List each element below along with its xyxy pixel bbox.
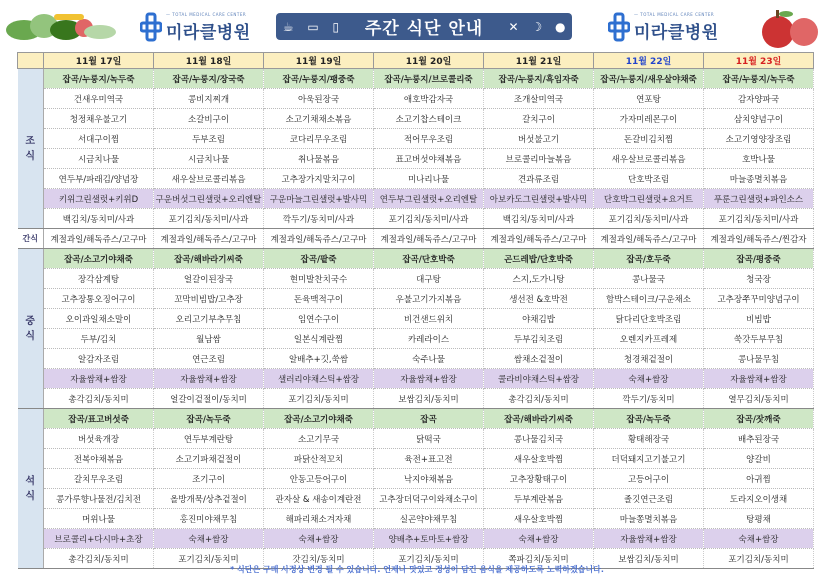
menu-cell: 계절과일/해독쥬스/고구마 <box>154 229 264 249</box>
menu-cell: 쌈채소겉절이 <box>484 349 594 369</box>
menu-cell: 백김치/동치미/사과 <box>484 209 594 229</box>
menu-cell: 적어무우조림 <box>374 129 484 149</box>
day-header: 11월 19일 <box>264 53 374 69</box>
menu-cell: 알배추+깃,쑥쌈 <box>264 349 374 369</box>
title-banner <box>276 13 572 40</box>
menu-cell: 새우살호박찜 <box>484 449 594 469</box>
menu-cell: 잡곡/누룽지/흑임자죽 <box>484 69 594 89</box>
menu-cell: 취나물볶음 <box>264 149 374 169</box>
breakfast-row <box>18 149 814 169</box>
menu-cell: 닭떡국 <box>374 429 484 449</box>
menu-cell: 키위그린샐럿+키위D <box>44 189 154 209</box>
menu-cell: 콩가루향나물전/김치전 <box>44 489 154 509</box>
menu-cell: 보쌈김치/동치미 <box>374 389 484 409</box>
menu-cell: 갓김치/동치미 <box>264 549 374 569</box>
menu-cell: 알감자조림 <box>44 349 154 369</box>
menu-cell: 계절과일/해독쥬스/고구마 <box>484 229 594 249</box>
menu-cell: 잡곡/표고버섯죽 <box>44 409 154 429</box>
menu-cell: 새우살브로콜리볶음 <box>594 149 704 169</box>
menu-cell: 전복야채볶음 <box>44 449 154 469</box>
menu-cell: 파닭산적꼬치 <box>264 449 374 469</box>
day-header: 11월 18일 <box>154 53 264 69</box>
menu-cell: 숙채+쌈장 <box>594 369 704 389</box>
menu-cell: 콜라비야채스틱+쌈장 <box>484 369 594 389</box>
menu-cell: 견과류조림 <box>484 169 594 189</box>
menu-cell: 잡곡/소고기야채죽 <box>44 249 154 269</box>
menu-cell: 건새우미역국 <box>44 89 154 109</box>
menu-cell: 깍두기/동치미 <box>594 389 704 409</box>
menu-cell: 잡곡/단호박죽 <box>374 249 484 269</box>
menu-cell: 연근조림 <box>154 349 264 369</box>
menu-cell: 가자미레몬구이 <box>594 109 704 129</box>
menu-cell: 두부김치조림 <box>484 329 594 349</box>
menu-cell: 육전+표고전 <box>374 449 484 469</box>
menu-cell: 숙채+쌈장 <box>704 529 814 549</box>
menu-cell: 단호박그린샐럿+요거트 <box>594 189 704 209</box>
snack-row <box>18 229 814 249</box>
menu-cell: 해파리채소겨자채 <box>264 509 374 529</box>
menu-cell: 연두부/파래김/양념장 <box>44 169 154 189</box>
menu-cell: 두부조림 <box>154 129 264 149</box>
menu-cell: 배추된장국 <box>704 429 814 449</box>
menu-cell: 계절과일/해독쥬스/고구마 <box>264 229 374 249</box>
menu-cell: 관자살 & 새송이계란전 <box>264 489 374 509</box>
menu-cell: 고추장가지말치구이 <box>264 169 374 189</box>
lunch-row <box>18 269 814 289</box>
menu-cell: 잡곡/누룽지/새우살야채죽 <box>594 69 704 89</box>
menu-cell: 잡곡/누룽지/녹두죽 <box>44 69 154 89</box>
lunch-row <box>18 389 814 409</box>
menu-cell: 보쌈김치/동치미 <box>594 549 704 569</box>
menu-cell: 도라지오이생채 <box>704 489 814 509</box>
menu-cell: 소고기무국 <box>264 429 374 449</box>
menu-cell: 연두부그린샐럿+오리엔탈 <box>374 189 484 209</box>
menu-cell: 소고기찹스테이크 <box>374 109 484 129</box>
menu-cell: 쑥갓두부무침 <box>704 329 814 349</box>
menu-cell: 청정채우불고기 <box>44 109 154 129</box>
menu-cell: 잡곡/누룽지/장국죽 <box>154 69 264 89</box>
menu-cell: 잡곡/해바라기씨죽 <box>484 409 594 429</box>
lunch-row <box>18 289 814 309</box>
day-header: 11월 17일 <box>44 53 154 69</box>
menu-cell: 잡곡/호두죽 <box>594 249 704 269</box>
menu-cell: 새우살브로콜리볶음 <box>154 169 264 189</box>
menu-cell: 포기김치/동치미 <box>154 549 264 569</box>
lunch-row <box>18 249 814 269</box>
dinner-row <box>18 409 814 429</box>
menu-cell: 생선전 &호박전 <box>484 289 594 309</box>
menu-cell: 고등어구이 <box>594 469 704 489</box>
breakfast-row <box>18 109 814 129</box>
menu-cell: 곤드레밥/단호박죽 <box>484 249 594 269</box>
menu-cell: 구운마늘그린샐럿+발사믹 <box>264 189 374 209</box>
menu-cell: 버섯불고기 <box>484 129 594 149</box>
menu-cell: 얼갈이된장국 <box>154 269 264 289</box>
fruit-illustration-icon <box>748 6 830 50</box>
page-title: 주간 식단 안내 <box>364 19 484 39</box>
menu-table <box>17 52 814 569</box>
dinner-row <box>18 449 814 469</box>
menu-cell: 더덕돼지고기불고기 <box>594 449 704 469</box>
footer-note: * 식단은 구매 사정상 변경 될 수 있습니다. 언제나 맛있고 정성이 담긴 음식을 제공하도록 노력하겠습니다. <box>230 565 604 574</box>
menu-cell: 마늘종멸치볶음 <box>704 169 814 189</box>
menu-cell: 오리고기부추무침 <box>154 309 264 329</box>
cup-icon: ▭ <box>307 19 319 34</box>
menu-cell: 감자양파국 <box>704 89 814 109</box>
menu-cell: 서대구이찜 <box>44 129 154 149</box>
menu-cell: 올방개묵/상추겉절이 <box>154 489 264 509</box>
menu-cell: 자율쌈채+쌈장 <box>44 369 154 389</box>
banner-left-icons <box>276 20 346 34</box>
breakfast-row <box>18 69 814 89</box>
dinner-row <box>18 429 814 449</box>
menu-cell: 마늘쫑멸치볶음 <box>594 509 704 529</box>
menu-cell: 양갈비 <box>704 449 814 469</box>
menu-cell: 콩나물국 <box>594 269 704 289</box>
lunch-row <box>18 329 814 349</box>
breakfast-row <box>18 129 814 149</box>
menu-cell: 소고기파채겉절이 <box>154 449 264 469</box>
menu-cell: 탕평채 <box>704 509 814 529</box>
menu-cell: 콩나물김치국 <box>484 429 594 449</box>
logo-name: 미라클병원 <box>634 22 719 43</box>
menu-cell: 비빔밥 <box>704 309 814 329</box>
menu-cell: 잡곡/누룽지/팽중죽 <box>264 69 374 89</box>
dinner-row <box>18 469 814 489</box>
menu-cell: 시금치나물 <box>154 149 264 169</box>
breakfast-label: 조 식 <box>18 69 44 229</box>
menu-cell: 자율쌈채+쌈장 <box>594 529 704 549</box>
menu-cell: 비건샌드위치 <box>374 309 484 329</box>
menu-cell: 숙채+쌈장 <box>154 529 264 549</box>
menu-cell: 아보카도그린샐럿+발사믹 <box>484 189 594 209</box>
menu-cell: 콩나물무침 <box>704 349 814 369</box>
menu-cell: 돈갈비김치찜 <box>594 129 704 149</box>
menu-cell: 일본식계란찜 <box>264 329 374 349</box>
utensils-icon: ✕ <box>508 19 519 34</box>
menu-cell: 닭다리단호박조림 <box>594 309 704 329</box>
menu-cell: 포기김치/동치미 <box>264 389 374 409</box>
menu-cell: 깍두기/동치미/사과 <box>264 209 374 229</box>
menu-cell: 브로콜리+다시마+초장 <box>44 529 154 549</box>
menu-cell: 대구탕 <box>374 269 484 289</box>
menu-cell: 브로콜리마늘볶음 <box>484 149 594 169</box>
menu-cell: 자율쌈채+쌈장 <box>704 369 814 389</box>
menu-cell: 총각김치/동치미 <box>484 389 594 409</box>
menu-cell: 양배추+토마토+쌈장 <box>374 529 484 549</box>
menu-cell: 얼갈이겉절이/동치미 <box>154 389 264 409</box>
menu-cell: 아욱된장국 <box>264 89 374 109</box>
menu-cell: 고추장더덕구이와채소구이 <box>374 489 484 509</box>
menu-cell: 장각삼계탕 <box>44 269 154 289</box>
menu-cell: 구운버섯그린샐럿+오리엔탈 <box>154 189 264 209</box>
menu-cell: 우불고기가지볶음 <box>374 289 484 309</box>
menu-cell: 애호박감자국 <box>374 89 484 109</box>
menu-cell: 코다리무우조림 <box>264 129 374 149</box>
day-header: 11월 21일 <box>484 53 594 69</box>
menu-cell: 포기김치/동치미 <box>704 549 814 569</box>
menu-cell: 졸깃연근조림 <box>594 489 704 509</box>
apple-icon: ● <box>555 19 566 34</box>
menu-cell: 카레라이스 <box>374 329 484 349</box>
menu-cell: 고추장쭈꾸미양념구이 <box>704 289 814 309</box>
menu-cell: 소고기채채소볶음 <box>264 109 374 129</box>
menu-cell: 샐러리야채스틱+쌈장 <box>264 369 374 389</box>
menu-cell: 연포탕 <box>594 89 704 109</box>
menu-cell: 버섯육개장 <box>44 429 154 449</box>
menu-cell: 계절과일/해독쥬스/고구마 <box>374 229 484 249</box>
menu-cell: 오이과일채소말이 <box>44 309 154 329</box>
menu-cell: 미나리나물 <box>374 169 484 189</box>
menu-cell: 자율쌈채+쌈장 <box>154 369 264 389</box>
menu-cell: 청국장 <box>704 269 814 289</box>
lunch-row <box>18 349 814 369</box>
menu-cell: 표고버섯야채볶음 <box>374 149 484 169</box>
pot-icon: ☕ <box>282 19 294 34</box>
menu-cell: 잡곡/평중죽 <box>704 249 814 269</box>
menu-cell: 꼬막비빔밥/고추장 <box>154 289 264 309</box>
menu-cell: 조기구이 <box>154 469 264 489</box>
menu-cell: 포기김치/동치미 <box>374 549 484 569</box>
menu-cell: 포기김치/동치미/사과 <box>704 209 814 229</box>
corner-cell <box>18 53 44 69</box>
menu-cell: 홍진미야채무침 <box>154 509 264 529</box>
lunch-row <box>18 309 814 329</box>
menu-cell: 총각김치/동치미 <box>44 389 154 409</box>
menu-cell: 계절과일/해독쥬스/고구마 <box>44 229 154 249</box>
menu-cell: 머위나물 <box>44 509 154 529</box>
menu-cell: 고추장통오징어구이 <box>44 289 154 309</box>
menu-cell: 임연수구이 <box>264 309 374 329</box>
dinner-label: 석 식 <box>18 409 44 569</box>
menu-cell: 안동고등어구이 <box>264 469 374 489</box>
menu-cell: 숙주나물 <box>374 349 484 369</box>
menu-cell: 자율쌈채+쌈장 <box>374 369 484 389</box>
menu-cell: 시금치나물 <box>44 149 154 169</box>
hospital-logo-right <box>608 10 719 44</box>
menu-cell: 실곤약야채무침 <box>374 509 484 529</box>
menu-cell: 연두부계란탕 <box>154 429 264 449</box>
menu-cell: 총각김치/동치미 <box>44 549 154 569</box>
menu-cell: 잡곡/녹두죽 <box>594 409 704 429</box>
menu-cell: 포기김치/동치미/사과 <box>594 209 704 229</box>
hospital-logo <box>140 10 251 44</box>
breakfast-row <box>18 89 814 109</box>
banana-icon: ☽ <box>531 19 543 34</box>
menu-cell: 푸룬그린샐럿+파인소스 <box>704 189 814 209</box>
breakfast-row <box>18 169 814 189</box>
menu-cell: 잡곡/녹두죽 <box>154 409 264 429</box>
dinner-row <box>18 509 814 529</box>
menu-cell: 갈치무우조림 <box>44 469 154 489</box>
menu-cell: 계절과일/해독쥬스/찐감자 <box>704 229 814 249</box>
menu-cell: 함박스테이크/구운채소 <box>594 289 704 309</box>
dinner-row <box>18 529 814 549</box>
menu-cell: 단호박조림 <box>594 169 704 189</box>
menu-cell: 호박나물 <box>704 149 814 169</box>
menu-cell: 현미발찬치국수 <box>264 269 374 289</box>
menu-cell: 잡곡/해바라기씨죽 <box>154 249 264 269</box>
menu-cell: 잡곡/잣깨죽 <box>704 409 814 429</box>
day-header-sunday: 11월 23일 <box>704 53 814 69</box>
header <box>0 0 834 52</box>
menu-cell: 계절과일/해독쥬스/고구마 <box>594 229 704 249</box>
date-header-row <box>18 53 814 69</box>
menu-cell: 황태해장국 <box>594 429 704 449</box>
menu-cell: 새우살호박찜 <box>484 509 594 529</box>
menu-cell: 잡곡 <box>374 409 484 429</box>
menu-cell: 아귀찜 <box>704 469 814 489</box>
day-header-saturday: 11월 22일 <box>594 53 704 69</box>
menu-cell: 포기김치/동치미/사과 <box>154 209 264 229</box>
menu-cell: 잡곡/소고기야채죽 <box>264 409 374 429</box>
menu-cell: 갈치구이 <box>484 109 594 129</box>
bottle-icon: ▯ <box>332 19 340 34</box>
menu-cell: 열무김치/동치미 <box>704 389 814 409</box>
menu-cell: 잡곡/누룽지/녹두죽 <box>704 69 814 89</box>
vegetables-illustration-icon <box>4 6 122 42</box>
menu-cell: 쪽파김치/동치미 <box>484 549 594 569</box>
menu-cell: 숙채+쌈장 <box>484 529 594 549</box>
menu-cell: 잡곡/누룽지/브로콜리죽 <box>374 69 484 89</box>
snack-label: 간식 <box>18 229 44 249</box>
menu-cell: 돈육맥적구이 <box>264 289 374 309</box>
menu-cell: 콩비지찌개 <box>154 89 264 109</box>
cross-logo-icon <box>608 12 630 42</box>
menu-cell: 잡곡/팥죽 <box>264 249 374 269</box>
menu-cell: 소갈비구이 <box>154 109 264 129</box>
lunch-label: 중 식 <box>18 249 44 409</box>
menu-cell: 고추장황태구이 <box>484 469 594 489</box>
menu-cell: 스지,도가니탕 <box>484 269 594 289</box>
cross-logo-icon <box>140 12 162 42</box>
menu-cell: 소고기영양장조림 <box>704 129 814 149</box>
menu-cell: 야채김밥 <box>484 309 594 329</box>
menu-cell: 숙채+쌈장 <box>264 529 374 549</box>
menu-cell: 삼치양념구이 <box>704 109 814 129</box>
menu-cell: 낙지야채볶음 <box>374 469 484 489</box>
menu-cell: 두부계란볶음 <box>484 489 594 509</box>
breakfast-row <box>18 209 814 229</box>
menu-cell: 백김치/동치미/사과 <box>44 209 154 229</box>
logo-subtitle: — TOTAL MEDICAL CARE CENTER <box>634 11 715 17</box>
logo-name: 미라클병원 <box>166 22 251 43</box>
menu-cell: 조개살미역국 <box>484 89 594 109</box>
menu-cell: 두부/김치 <box>44 329 154 349</box>
menu-cell: 월남쌈 <box>154 329 264 349</box>
day-header: 11월 20일 <box>374 53 484 69</box>
lunch-row <box>18 369 814 389</box>
menu-cell: 포기김치/동치미/사과 <box>374 209 484 229</box>
breakfast-row <box>18 189 814 209</box>
logo-subtitle: — TOTAL MEDICAL CARE CENTER <box>166 11 247 17</box>
banner-right-icons <box>502 20 572 34</box>
menu-cell: 청경채겉절이 <box>594 349 704 369</box>
menu-cell: 오렌지카프레제 <box>594 329 704 349</box>
dinner-row <box>18 489 814 509</box>
